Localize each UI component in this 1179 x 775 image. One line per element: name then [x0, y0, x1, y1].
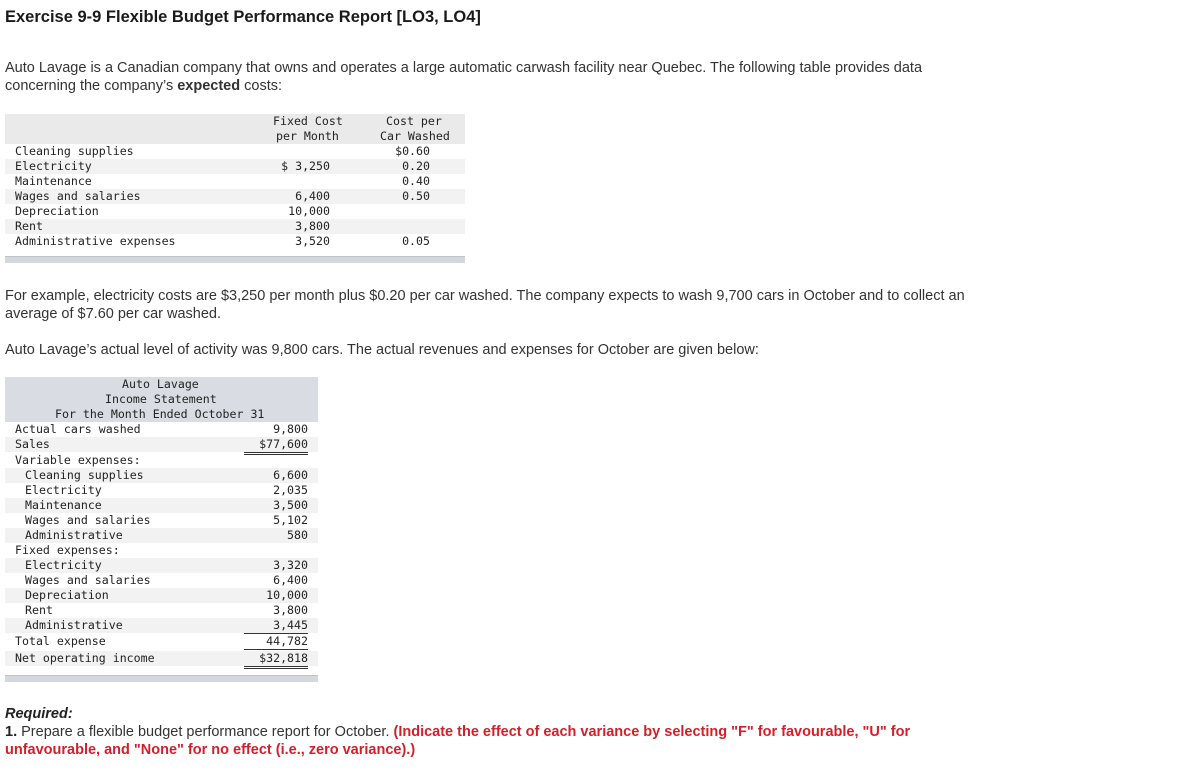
statement-row-amount: 3,445 — [244, 618, 308, 634]
statement-row-amount: $32,818 — [244, 651, 308, 669]
intro-text-end: costs: — [240, 78, 283, 94]
statement-row-label: Electricity — [25, 483, 102, 497]
statement-row-label: Depreciation — [25, 588, 109, 602]
statement-row-label: Fixed expenses: — [15, 543, 120, 557]
cost-row — [5, 204, 465, 219]
statement-row-label: Actual cars washed — [15, 422, 141, 436]
variance-instruction: (Indicate the effect of each variance by selecting "F" for favourable, "U" for unfavourable, and "None" for no effect (i.e., zero variance).) — [5, 724, 911, 758]
statement-row-label: Administrative — [25, 618, 123, 632]
cost-row-label: Maintenance — [15, 174, 92, 188]
example-paragraph: For example, electricity costs are $3,250 per month plus $0.20 per car washed. The company expects to wash 9,700 cars in October and to collect an average of $7.60 per car washed. — [5, 288, 965, 322]
statement-row — [5, 634, 318, 649]
statement-row — [5, 588, 318, 603]
statement-row-amount: 10,000 — [266, 588, 308, 602]
per-car-header-line2: Car Washed — [380, 129, 450, 143]
income-statement — [5, 377, 318, 683]
statement-row — [5, 453, 318, 468]
cost-row — [5, 144, 465, 159]
table-bottom-rule — [5, 256, 465, 263]
cost-row — [5, 189, 465, 204]
cost-row-label: Wages and salaries — [15, 189, 141, 203]
statement-bottom-rule — [5, 675, 318, 682]
cost-row-fixed: 6,400 — [295, 189, 330, 203]
statement-row — [5, 437, 318, 452]
statement-row — [5, 528, 318, 543]
required-instruction — [5, 723, 965, 759]
exercise-title: Exercise 9-9 Flexible Budget Performance Report [LO3, LO4] — [5, 8, 481, 26]
cost-row-label: Depreciation — [15, 204, 99, 218]
cost-row-per-car: $0.60 — [395, 144, 430, 158]
statement-row — [5, 468, 318, 483]
statement-name: Income Statement — [105, 392, 217, 406]
cost-row-per-car: 0.50 — [402, 189, 430, 203]
company-name: Auto Lavage — [122, 377, 199, 391]
statement-row-amount: 5,102 — [273, 513, 308, 527]
cost-row-fixed: $ 3,250 — [281, 159, 330, 173]
statement-row-label: Maintenance — [25, 498, 102, 512]
cost-row-fixed: 3,520 — [295, 234, 330, 248]
cost-row — [5, 174, 465, 189]
statement-row-amount: 9,800 — [273, 422, 308, 436]
intro-paragraph — [5, 59, 965, 95]
statement-row-amount: 3,320 — [273, 558, 308, 572]
statement-row-label: Sales — [15, 437, 50, 451]
statement-row-amount: 2,035 — [273, 483, 308, 497]
fixed-cost-header-line2: per Month — [276, 129, 339, 143]
statement-period: For the Month Ended October 31 — [55, 407, 265, 421]
statement-row-label: Wages and salaries — [25, 573, 151, 587]
statement-row — [5, 543, 318, 558]
statement-row — [5, 618, 318, 633]
statement-row-label: Net operating income — [15, 651, 155, 665]
statement-row-amount: 44,782 — [244, 634, 308, 650]
statement-row — [5, 651, 318, 666]
required-task: Prepare a flexible budget performance report for October. — [21, 724, 390, 740]
cost-row-label: Electricity — [15, 159, 92, 173]
cost-row — [5, 219, 465, 234]
statement-row-amount: 580 — [287, 528, 308, 542]
intro-bold-word: expected — [177, 78, 241, 94]
cost-row-label: Rent — [15, 219, 43, 233]
intro-text: Auto Lavage is a Canadian company that owns and operates a large automatic carwash facility near Quebec. The following table provides data concerning the company’s — [5, 60, 923, 94]
cost-row-per-car: 0.05 — [402, 234, 430, 248]
required-label: Required: — [5, 706, 73, 722]
statement-row-label: Variable expenses: — [15, 453, 141, 467]
statement-row — [5, 573, 318, 588]
statement-row — [5, 422, 318, 437]
statement-row-label: Cleaning supplies — [25, 468, 144, 482]
statement-row-amount: 6,600 — [273, 468, 308, 482]
statement-row-amount: 6,400 — [273, 573, 308, 587]
cost-row-fixed: 10,000 — [288, 204, 330, 218]
statement-row — [5, 603, 318, 618]
fixed-cost-header-line1: Fixed Cost — [273, 114, 343, 128]
statement-row — [5, 558, 318, 573]
statement-row-amount: 3,800 — [273, 603, 308, 617]
statement-row-label: Wages and salaries — [25, 513, 151, 527]
statement-row-label: Administrative — [25, 528, 123, 542]
statement-row-label: Total expense — [15, 634, 106, 648]
expected-cost-table — [5, 114, 465, 264]
cost-row-label: Administrative expenses — [15, 234, 176, 248]
per-car-header-line1: Cost per — [386, 114, 442, 128]
statement-row-label: Electricity — [25, 558, 102, 572]
actual-activity-paragraph: Auto Lavage’s actual level of activity was 9,800 cars. The actual revenues and expenses for October are given below: — [5, 342, 759, 358]
required-number: 1. — [5, 724, 18, 740]
statement-row — [5, 513, 318, 528]
statement-row-amount: $77,600 — [244, 437, 308, 455]
statement-row-amount: 3,500 — [273, 498, 308, 512]
cost-row-fixed: 3,800 — [295, 219, 330, 233]
cost-row — [5, 234, 465, 249]
cost-row-per-car: 0.40 — [402, 174, 430, 188]
statement-row — [5, 483, 318, 498]
cost-row-per-car: 0.20 — [402, 159, 430, 173]
cost-row-label: Cleaning supplies — [15, 144, 134, 158]
cost-row — [5, 159, 465, 174]
statement-row — [5, 498, 318, 513]
statement-row-label: Rent — [25, 603, 53, 617]
